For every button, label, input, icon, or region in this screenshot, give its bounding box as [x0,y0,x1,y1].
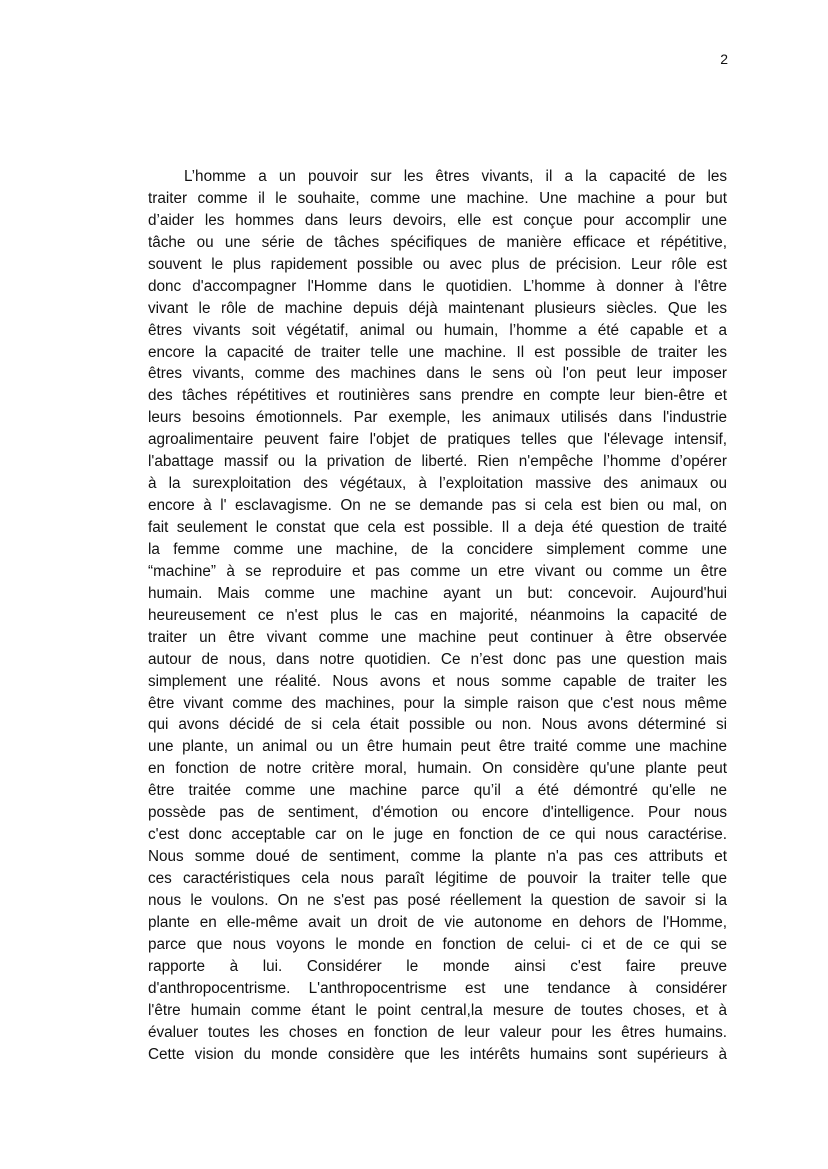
text-line: en fonction de notre critère moral, humain. On considère qu'une plante peut [148,760,727,778]
text-line: plante en elle-même avait un droit de vie autonome en dehors de l'Homme, [148,913,727,931]
text-line: encore la capacité de traiter telle une machine. Il est possible de traiter les [148,343,727,361]
text-line: L’homme a un pouvoir sur les êtres vivants, il a la capacité de les [184,168,727,185]
text-line: humain. Mais comme une machine ayant un but: concevoir. Aujourd'hui [148,584,727,602]
text-line: traiter un être vivant comme une machine peut continuer à être observée [148,628,727,646]
text-line: être traitée comme une machine parce qu’il a été démontré qu'elle ne [148,782,727,800]
text-line: à la surexploitation des végétaux, à l’exploitation massive des animaux ou [148,475,727,493]
text-line: des tâches répétitives et routinières sans prendre en compte leur bien-être et [148,387,727,405]
text-line: traiter comme il le souhaite, comme une machine. Une machine a pour but [148,189,727,207]
text-line: Cette vision du monde considère que les intérêts humains sont supérieurs à [148,1045,727,1063]
text-line: tâche ou une série de tâches spécifiques de manière efficace et répétitive, [148,233,727,251]
text-line: agroalimentaire peuvent faire l'objet de pratiques telles que l'élevage intensif, [148,431,727,449]
text-line: fait seulement le constat que cela est possible. Il a deja été question de traité [148,519,727,536]
text-line: encore à l' esclavagisme. On ne se demande pas si cela est bien ou mal, on [148,497,727,515]
text-line: “machine” à se reproduire et pas comme un etre vivant ou comme un être [148,562,727,580]
text-line: donc d'accompagner l'Homme dans le quotidien. L’homme à donner à l'être [148,277,727,295]
text-line: possède pas de sentiment, d'émotion ou encore d'intelligence. Pour nous [148,804,727,822]
text-line: une plante, un animal ou un être humain peut être traité comme une machine [148,738,727,756]
text-line: parce que nous voyons le monde en fonction de celui- ci et de ce qui se [148,935,727,953]
text-line: d’aider les hommes dans leurs devoirs, elle est conçue pour accomplir une [148,211,727,229]
text-line: la femme comme une machine, de la concidere simplement comme une [148,540,727,558]
text-line: l'abattage massif ou la privation de liberté. Rien n'empêche l’homme d’opérer [148,453,727,471]
body-paragraph [148,166,727,1065]
text-line: êtres vivants soit végétatif, animal ou humain, l’homme a été capable et a [148,321,727,339]
text-line: être vivant comme des machines, pour la simple raison que c'est nous même [148,694,727,712]
text-line: leurs besoins émotionnels. Par exemple, les animaux utilisés dans l'industrie [148,409,727,427]
text-line: êtres vivants, comme des machines dans le sens où l'on peut leur imposer [148,365,727,383]
text-line: vivant le rôle de machine depuis déjà maintenant plusieurs siècles. Que les [148,299,727,317]
text-line: simplement une réalité. Nous avons et nous somme capable de traiter les [148,672,727,690]
text-line: rapporte à lui. Considérer le monde ainsi c'est faire preuve [148,957,727,975]
text-line: souvent le plus rapidement possible ou avec plus de précision. Leur rôle est [148,255,727,273]
text-line: qui avons décidé de si cela était possible ou non. Nous avons déterminé si [148,716,727,734]
text-line: autour de nous, dans notre quotidien. Ce n’est donc pas une question mais [148,650,727,668]
text-line: c'est donc acceptable car on le juge en fonction de ce qui nous caractérise. [148,826,727,844]
text-line: nous le voulons. On ne s'est pas posé réellement la question de savoir si la [148,891,727,909]
text-line: Nous somme doué de sentiment, comme la plante n'a pas ces attributs et [148,848,727,866]
text-line: l'être humain comme étant le point central,la mesure de toutes choses, et à [148,1001,727,1019]
text-line: évaluer toutes les choses en fonction de leur valeur pour les êtres humains. [148,1023,727,1041]
page-number: 2 [720,51,728,67]
text-line: heureusement ce n'est plus le cas en majorité, néanmoins la capacité de [148,606,727,624]
text-line: d'anthropocentrisme. L'anthropocentrisme est une tendance à considérer [148,979,727,997]
text-line: ces caractéristiques cela nous paraît légitime de pouvoir la traiter telle que [148,870,727,887]
